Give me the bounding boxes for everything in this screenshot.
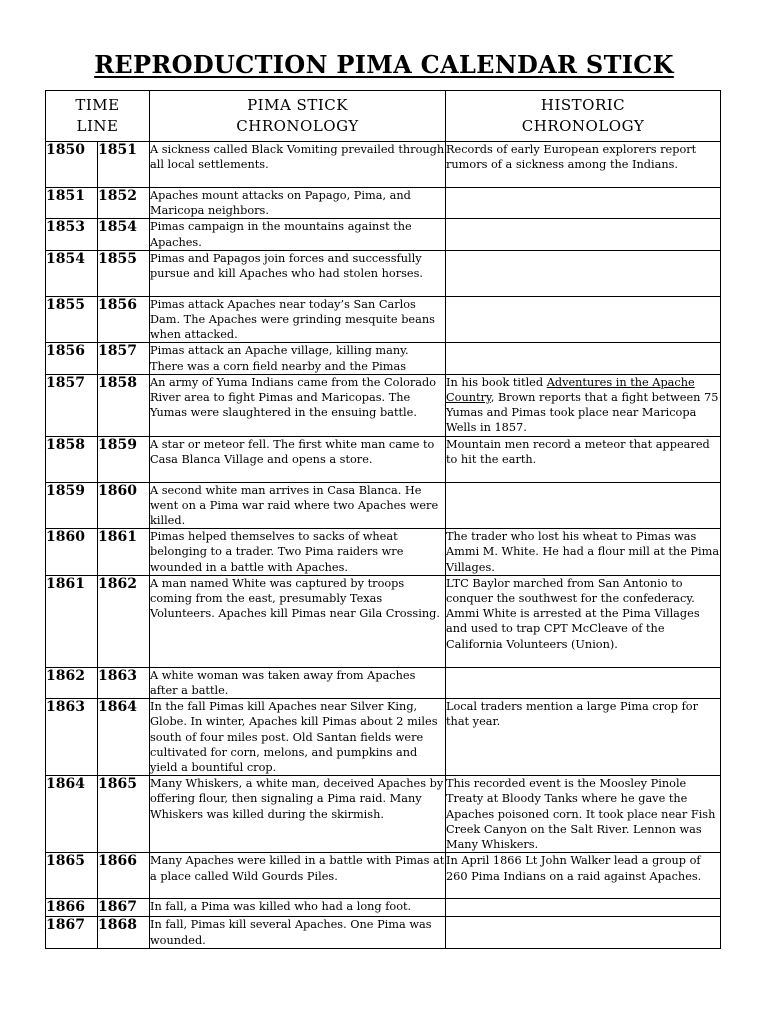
table-row — [46, 482, 721, 529]
historic-text-after-title: , Brown reports that a fight between 75 Yumas and Pimas took place near Maricopa Wells in 1857. — [446, 391, 719, 435]
historic-text-before-title: In his book titled — [446, 375, 547, 389]
page-title: REPRODUCTION PIMA CALENDAR STICK — [94, 50, 674, 79]
historic-event — [446, 219, 721, 250]
end-year: 1862 — [98, 575, 150, 667]
pima-event: A second white man arrives in Casa Blanca. He went on a Pima war raid where two Apaches were killed. — [150, 482, 446, 529]
header-pima-stick-chronology — [150, 91, 446, 142]
pima-event: In fall, a Pima was killed who had a long foot. — [150, 899, 446, 917]
pima-event: A star or meteor fell. The first white man came to Casa Blanca Village and opens a store. — [150, 436, 446, 482]
pima-event: Many Apaches were killed in a battle with Pimas at a place called Wild Gourds Piles. — [150, 853, 446, 899]
header-time-line-line1: TIME — [75, 96, 120, 114]
pima-event: A white woman was taken away from Apaches after a battle. — [150, 667, 446, 698]
pima-event: A man named White was captured by troops coming from the east, presumably Texas Volunteers. Apaches kill Pimas near Gila Crossing. — [150, 575, 446, 667]
historic-event — [446, 374, 721, 436]
header-historic-line1: HISTORIC — [540, 96, 626, 114]
start-year: 1853 — [46, 219, 98, 250]
pima-event: Many Whiskers, a white man, deceived Apaches by offering flour, then signaling a Pima raid. Many Whiskers was killed during the skirmish. — [150, 776, 446, 853]
historic-event: LTC Baylor marched from San Antonio to conquer the southwest for the confederacy. Ammi White is arrested at the Pima Villages and used to trap CPT McCleave of the California Volunteers (Union). — [446, 575, 721, 667]
end-year: 1866 — [98, 853, 150, 899]
start-year: 1864 — [46, 776, 98, 853]
table-row — [46, 853, 721, 899]
pima-event: Pimas attack an Apache village, killing many. There was a corn field nearby and the Pimas — [150, 343, 446, 374]
historic-event — [446, 250, 721, 296]
header-pima-line2: CHRONOLOGY — [236, 117, 359, 135]
table-row — [46, 776, 721, 853]
pima-event: Pimas helped themselves to sacks of wheat belonging to a trader. Two Pima raiders wre wounded in a battle with Apaches. — [150, 529, 446, 576]
end-year: 1864 — [98, 699, 150, 776]
end-year: 1857 — [98, 343, 150, 374]
pima-event: Apaches mount attacks on Papago, Pima, and Maricopa neighbors. — [150, 188, 446, 219]
header-row — [46, 91, 721, 142]
table-row — [46, 296, 721, 343]
end-year: 1868 — [98, 917, 150, 948]
end-year: 1865 — [98, 776, 150, 853]
table-row — [46, 667, 721, 698]
table-row — [46, 529, 721, 576]
end-year: 1861 — [98, 529, 150, 576]
end-year: 1851 — [98, 142, 150, 188]
table-row — [46, 219, 721, 250]
end-year: 1859 — [98, 436, 150, 482]
end-year: 1854 — [98, 219, 150, 250]
historic-event — [446, 188, 721, 219]
end-year: 1856 — [98, 296, 150, 343]
table-row — [46, 899, 721, 917]
table-row — [46, 436, 721, 482]
start-year: 1865 — [46, 853, 98, 899]
end-year: 1860 — [98, 482, 150, 529]
pima-event: An army of Yuma Indians came from the Colorado River area to fight Pimas and Maricopas. The Yumas were slaughtered in the ensuing battle. — [150, 374, 446, 436]
historic-event: Records of early European explorers report rumors of a sickness among the Indians. — [446, 142, 721, 188]
end-year: 1852 — [98, 188, 150, 219]
table-row — [46, 374, 721, 436]
historic-event: This recorded event is the Moosley Pinole Treaty at Bloody Tanks where he gave the Apaches poisoned corn. It took place near Fish Creek Canyon on the Salt River. Lennon was Many Whiskers. — [446, 776, 721, 853]
historic-event: The trader who lost his wheat to Pimas was Ammi M. White. He had a flour mill at the Pima Villages. — [446, 530, 720, 574]
start-year: 1867 — [46, 917, 98, 948]
start-year: 1854 — [46, 250, 98, 296]
historic-event — [446, 667, 721, 698]
header-time-line-line2: LINE — [76, 117, 119, 135]
start-year: 1859 — [46, 482, 98, 529]
end-year: 1855 — [98, 250, 150, 296]
historic-event — [446, 917, 721, 948]
header-pima-line1: PIMA STICK — [247, 96, 348, 114]
end-year: 1863 — [98, 667, 150, 698]
table-row — [46, 343, 721, 374]
start-year: 1856 — [46, 343, 98, 374]
header-time-line — [46, 91, 150, 142]
table-row — [46, 250, 721, 296]
table-row — [46, 188, 721, 219]
pima-event: Pimas campaign in the mountains against the Apaches. — [150, 219, 446, 250]
table-row — [46, 699, 721, 776]
table-row — [46, 917, 721, 948]
book-title: Adventures in the Apache Country — [446, 375, 695, 405]
historic-event — [446, 899, 721, 917]
start-year: 1855 — [46, 296, 98, 343]
start-year: 1857 — [46, 374, 98, 436]
start-year: 1863 — [46, 699, 98, 776]
calendar-table — [45, 90, 721, 949]
start-year: 1862 — [46, 667, 98, 698]
end-year: 1858 — [98, 374, 150, 436]
pima-event: A sickness called Black Vomiting prevailed through all local settlements. — [150, 142, 446, 188]
pima-event: Pimas attack Apaches near today’s San Carlos Dam. The Apaches were grinding mesquite beans when attacked. — [150, 296, 446, 343]
header-historic-line2: CHRONOLOGY — [521, 117, 645, 135]
start-year: 1860 — [46, 529, 98, 576]
table-row — [46, 142, 721, 188]
start-year: 1850 — [46, 142, 98, 188]
end-year: 1867 — [98, 899, 150, 917]
pima-event: Pimas and Papagos join forces and successfully pursue and kill Apaches who had stolen horses. — [150, 250, 446, 296]
start-year: 1858 — [46, 436, 98, 482]
start-year: 1861 — [46, 575, 98, 667]
historic-event: In April 1866 Lt John Walker lead a group of 260 Pima Indians on a raid against Apaches. — [446, 853, 721, 899]
table-row — [46, 575, 721, 667]
header-historic-chronology — [446, 91, 721, 142]
historic-event — [446, 296, 721, 343]
start-year: 1851 — [46, 188, 98, 219]
historic-event — [446, 343, 721, 374]
historic-event: Mountain men record a meteor that appeared to hit the earth. — [446, 436, 721, 482]
pima-event: In fall, Pimas kill several Apaches. One Pima was wounded. — [150, 917, 446, 948]
historic-event: Local traders mention a large Pima crop for that year. — [446, 699, 721, 776]
start-year: 1866 — [46, 899, 98, 917]
historic-event — [446, 482, 721, 529]
pima-event: In the fall Pimas kill Apaches near Silver King, Globe. In winter, Apaches kill Pimas about 2 miles south of four miles post. Old Santan fields were cultivated for corn, melons, and pumpkins and yield a bountiful crop. — [150, 699, 446, 776]
